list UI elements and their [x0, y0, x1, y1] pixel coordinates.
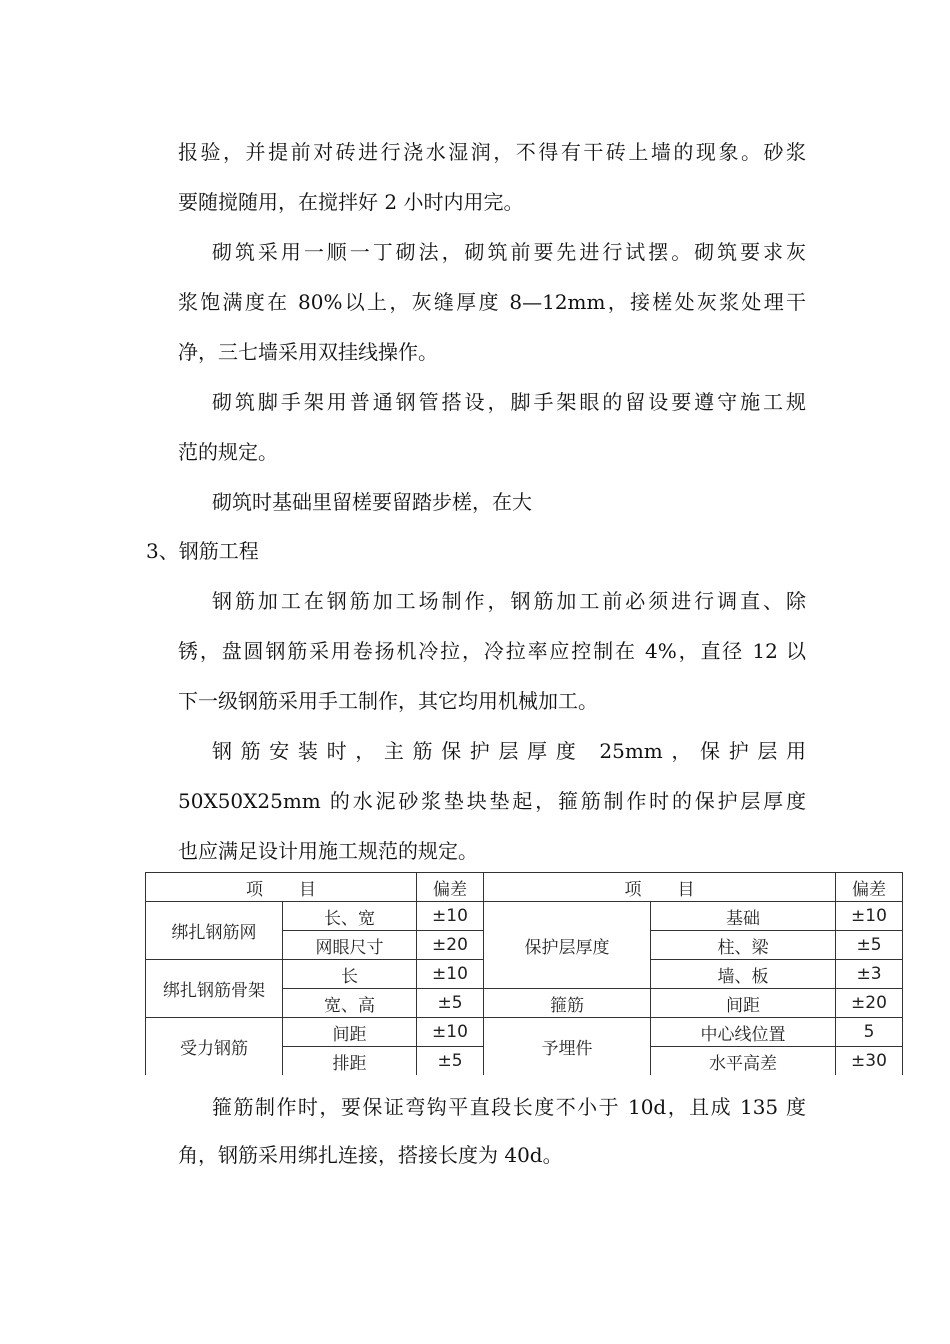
- paragraph-line: 也应满足设计用施工规范的规定。: [178, 839, 478, 863]
- paragraph-line: 下一级钢筋采用手工制作，其它均用机械加工。: [178, 689, 598, 713]
- deviation-cell: ±10: [417, 960, 484, 989]
- paragraph-line: 砌筑采用一顺一丁砌法，砌筑前要先进行试摆。砌筑要求灰: [212, 240, 806, 264]
- deviation-cell: ±5: [836, 931, 903, 960]
- header-item-cell: 项 目: [146, 873, 417, 902]
- paragraph-line: 浆饱满度在 80%以上，灰缝厚度 8—12mm，接槎处灰浆处理干: [178, 290, 806, 314]
- deviation-cell: 5: [836, 1018, 903, 1047]
- item-cell: 柱、梁: [651, 931, 836, 960]
- paragraph-line: 箍筋制作时，要保证弯钩平直段长度不小于 10d，且成 135 度: [212, 1095, 806, 1119]
- table-row: [146, 1018, 903, 1047]
- group-cell: 保护层厚度: [484, 902, 651, 989]
- paragraph-line: 钢筋加工在钢筋加工场制作，钢筋加工前必须进行调直、除: [212, 589, 806, 613]
- item-cell: 中心线位置: [651, 1018, 836, 1047]
- item-cell: 间距: [651, 989, 836, 1018]
- item-cell: 墙、板: [651, 960, 836, 989]
- header-item-cell: 项 目: [484, 873, 836, 902]
- deviation-cell: ±10: [417, 902, 484, 931]
- deviation-cell: ±10: [417, 1018, 484, 1047]
- header-deviation-cell: 偏差: [417, 873, 484, 902]
- item-cell: 排距: [283, 1047, 417, 1076]
- paragraph-line: 砌筑时基础里留槎要留踏步槎，在大: [212, 490, 532, 514]
- paragraph-line: 角，钢筋采用绑扎连接，搭接长度为 40d。: [178, 1143, 563, 1167]
- section-heading: 3、钢筋工程: [146, 539, 259, 563]
- item-cell: 宽、高: [283, 989, 417, 1018]
- group-cell: 箍筋: [484, 989, 651, 1018]
- paragraph-line: 范的规定。: [178, 440, 278, 464]
- group-cell: 绑扎钢筋骨架: [146, 960, 283, 1018]
- deviation-cell: ±10: [836, 902, 903, 931]
- table-header-row: [146, 873, 903, 902]
- table-row: [146, 902, 903, 931]
- paragraph-line: 砌筑脚手架用普通钢管搭设，脚手架眼的留设要遵守施工规: [212, 390, 806, 414]
- item-cell: 基础: [651, 902, 836, 931]
- group-cell: 予埋件: [484, 1018, 651, 1076]
- deviation-cell: ±20: [417, 931, 484, 960]
- item-cell: 水平高差: [651, 1047, 836, 1076]
- deviation-cell: ±20: [836, 989, 903, 1018]
- group-cell: 受力钢筋: [146, 1018, 283, 1076]
- paragraph-line: 锈，盘圆钢筋采用卷扬机冷拉，冷拉率应控制在 4%，直径 12 以: [178, 639, 806, 663]
- deviation-cell: ±5: [417, 1047, 484, 1076]
- group-cell: 绑扎钢筋网: [146, 902, 283, 960]
- paragraph-line: 报验，并提前对砖进行浇水湿润，不得有干砖上墙的现象。砂浆: [178, 140, 806, 164]
- header-deviation-cell: 偏差: [836, 873, 903, 902]
- item-cell: 长、宽: [283, 902, 417, 931]
- rebar-tolerance-table: [145, 872, 903, 1075]
- deviation-cell: ±3: [836, 960, 903, 989]
- item-cell: 间距: [283, 1018, 417, 1047]
- paragraph-line: 净，三七墙采用双挂线操作。: [178, 340, 438, 364]
- paragraph-line: 要随搅随用，在搅拌好 2 小时内用完。: [178, 190, 524, 214]
- item-cell: 长: [283, 960, 417, 989]
- deviation-cell: ±30: [836, 1047, 903, 1076]
- paragraph-line: 50X50X25mm 的水泥砂浆垫块垫起，箍筋制作时的保护层厚度: [178, 789, 806, 813]
- deviation-cell: ±5: [417, 989, 484, 1018]
- paragraph-line: 钢筋安装时，主筋保护层厚度 25mm，保护层用: [212, 739, 806, 763]
- item-cell: 网眼尺寸: [283, 931, 417, 960]
